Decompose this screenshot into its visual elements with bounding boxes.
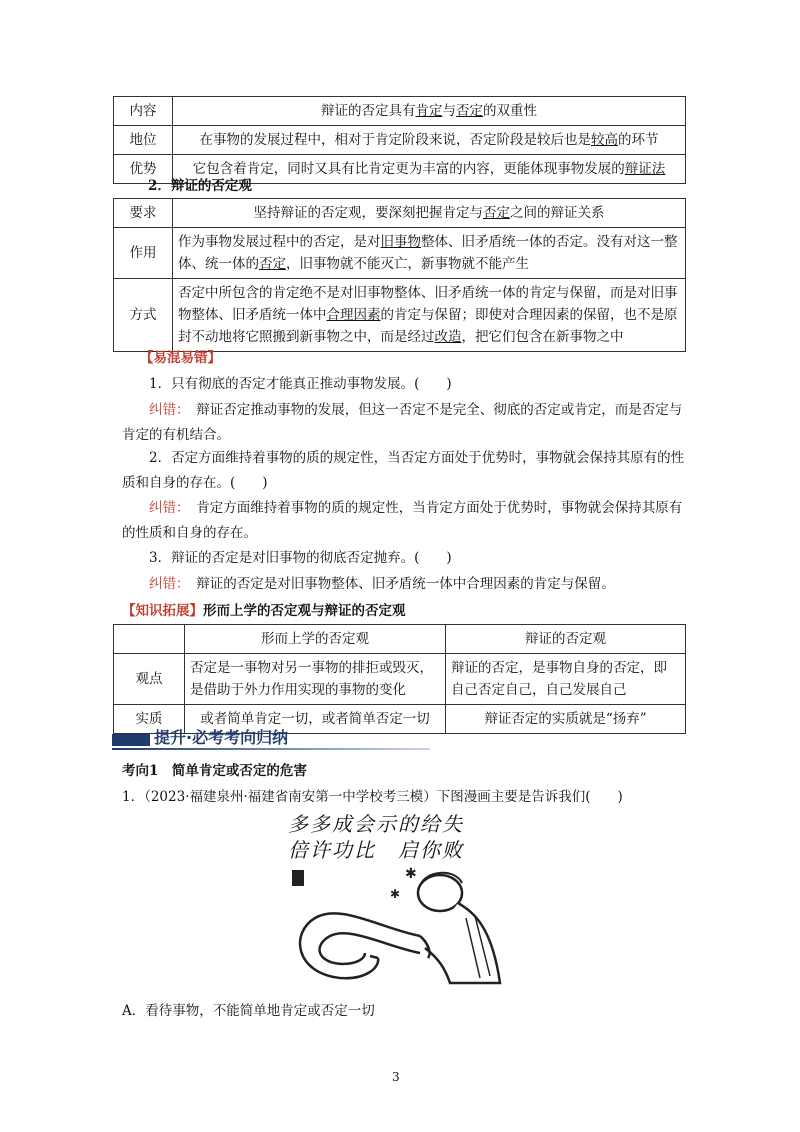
table-cell: 辩证否定的实质就是“扬弃”: [446, 705, 686, 734]
page-number: 3: [392, 1070, 400, 1084]
row-content: 它包含着肯定，同时又具有比肯定更为丰富的内容，更能体现事物发展的辩证法: [173, 155, 686, 184]
row-content: 辩证的否定具有肯定与否定的双重性: [173, 97, 686, 126]
cartoon-caption-line2: 倍许功比 启你败: [288, 838, 464, 862]
table-row: [114, 126, 686, 155]
column-header: 辩证的否定观: [446, 625, 686, 654]
row-content: 作为事物发展过程中的否定，是对旧事物整体、旧矛盾统一体的否定。没有对这一整体、统一体的否定，旧事物就不能灭亡，新事物就不能产生: [173, 228, 686, 279]
empty-cell: [114, 625, 185, 654]
row-content: 坚持辩证的否定观，要深刻把握肯定与否定之间的辩证关系: [173, 199, 686, 228]
question-1: 1．（2023·福建泉州·福建省南安第一中学校考三模）下图漫画主要是告诉我们( ): [122, 789, 623, 805]
knowledge-extension-heading: 【知识拓展】形而上学的否定观与辩证的否定观: [122, 603, 406, 619]
easy-mistake-heading: 【易混易错】: [140, 350, 221, 366]
row-label: 作用: [114, 228, 173, 279]
row-label: 内容: [114, 97, 173, 126]
table-row: [114, 97, 686, 126]
table-row: [114, 279, 686, 352]
table-negation-view: [113, 198, 686, 352]
table-comparison: [113, 624, 686, 734]
row-content: 否定中所包含的肯定绝不是对旧事物整体、旧矛盾统一体的肯定与保留，而是对旧事物整体、旧矛盾统一体中合理因素的肯定与保留；即使对合理因素的保留，也不是原封不动地将它照搬到新事物之中，而是经过改造，把它们包含在新事物之中: [173, 279, 686, 352]
topic-heading: 考向1 简单肯定或否定的危害: [122, 763, 307, 779]
section-heading: 2．辩证的否定观: [148, 178, 252, 194]
cartoon-drawing: [270, 808, 515, 988]
table-cell: 辩证的否定，是事物自身的否定，即自己否定自己，自己发展自己: [446, 654, 686, 705]
table-row: [114, 625, 686, 654]
cartoon-image: [270, 808, 515, 988]
table-row: [114, 228, 686, 279]
cartoon-caption-line1: 多多成会示的给失: [288, 812, 464, 836]
mistake-fix-3: 纠错： 辩证的否定是对旧事物整体、旧矛盾统一体中合理因素的肯定与保留。: [149, 576, 615, 592]
svg-text:✱: ✱: [405, 866, 417, 882]
banner-title: 提升·必考考向归纳: [154, 728, 289, 747]
row-label: 方式: [114, 279, 173, 352]
option-a: A．看待事物，不能简单地肯定或否定一切: [122, 1003, 375, 1019]
mistake-question-3: 3．辩证的否定是对旧事物的彻底否定抛弃。( ): [149, 550, 452, 566]
mistake-question-2: 2．否定方面维持着事物的质的规定性，当否定方面处于优势时，事物就会保持其原有的性质和自身的存在。( ): [122, 450, 685, 491]
banner-bar-icon: [112, 734, 150, 746]
row-label: 实质: [114, 705, 185, 734]
row-label: 要求: [114, 199, 173, 228]
table-row: [114, 654, 686, 705]
table-dialectic-negation: [113, 96, 686, 184]
table-cell: 或者简单肯定一切，或者简单否定一切: [185, 705, 446, 734]
section-banner: [112, 726, 430, 752]
column-header: 形而上学的否定观: [185, 625, 446, 654]
mistake-fix-2: 纠错： 肯定方面维持着事物的质的规定性，当肯定方面处于优势时，事物就会保持其原有的性质和自身的存在。: [122, 500, 683, 541]
row-label: 优势: [114, 155, 173, 184]
row-label: 观点: [114, 654, 185, 705]
mistake-question-1: 1．只有彻底的否定才能真正推动事物发展。( ): [149, 376, 452, 392]
row-label: 地位: [114, 126, 173, 155]
table-row: [114, 199, 686, 228]
row-content: 在事物的发展过程中，相对于肯定阶段来说，否定阶段是较后也是较高的环节: [173, 126, 686, 155]
mistake-fix-1: 纠错： 辩证否定推动事物的发展，但这一否定不是完全、彻底的否定或肯定，而是否定与肯定的有机结合。: [122, 402, 683, 443]
svg-text:✱: ✱: [390, 887, 401, 901]
table-cell: 否定是一事物对另一事物的排拒或毁灭，是借助于外力作用实现的事物的变化: [185, 654, 446, 705]
